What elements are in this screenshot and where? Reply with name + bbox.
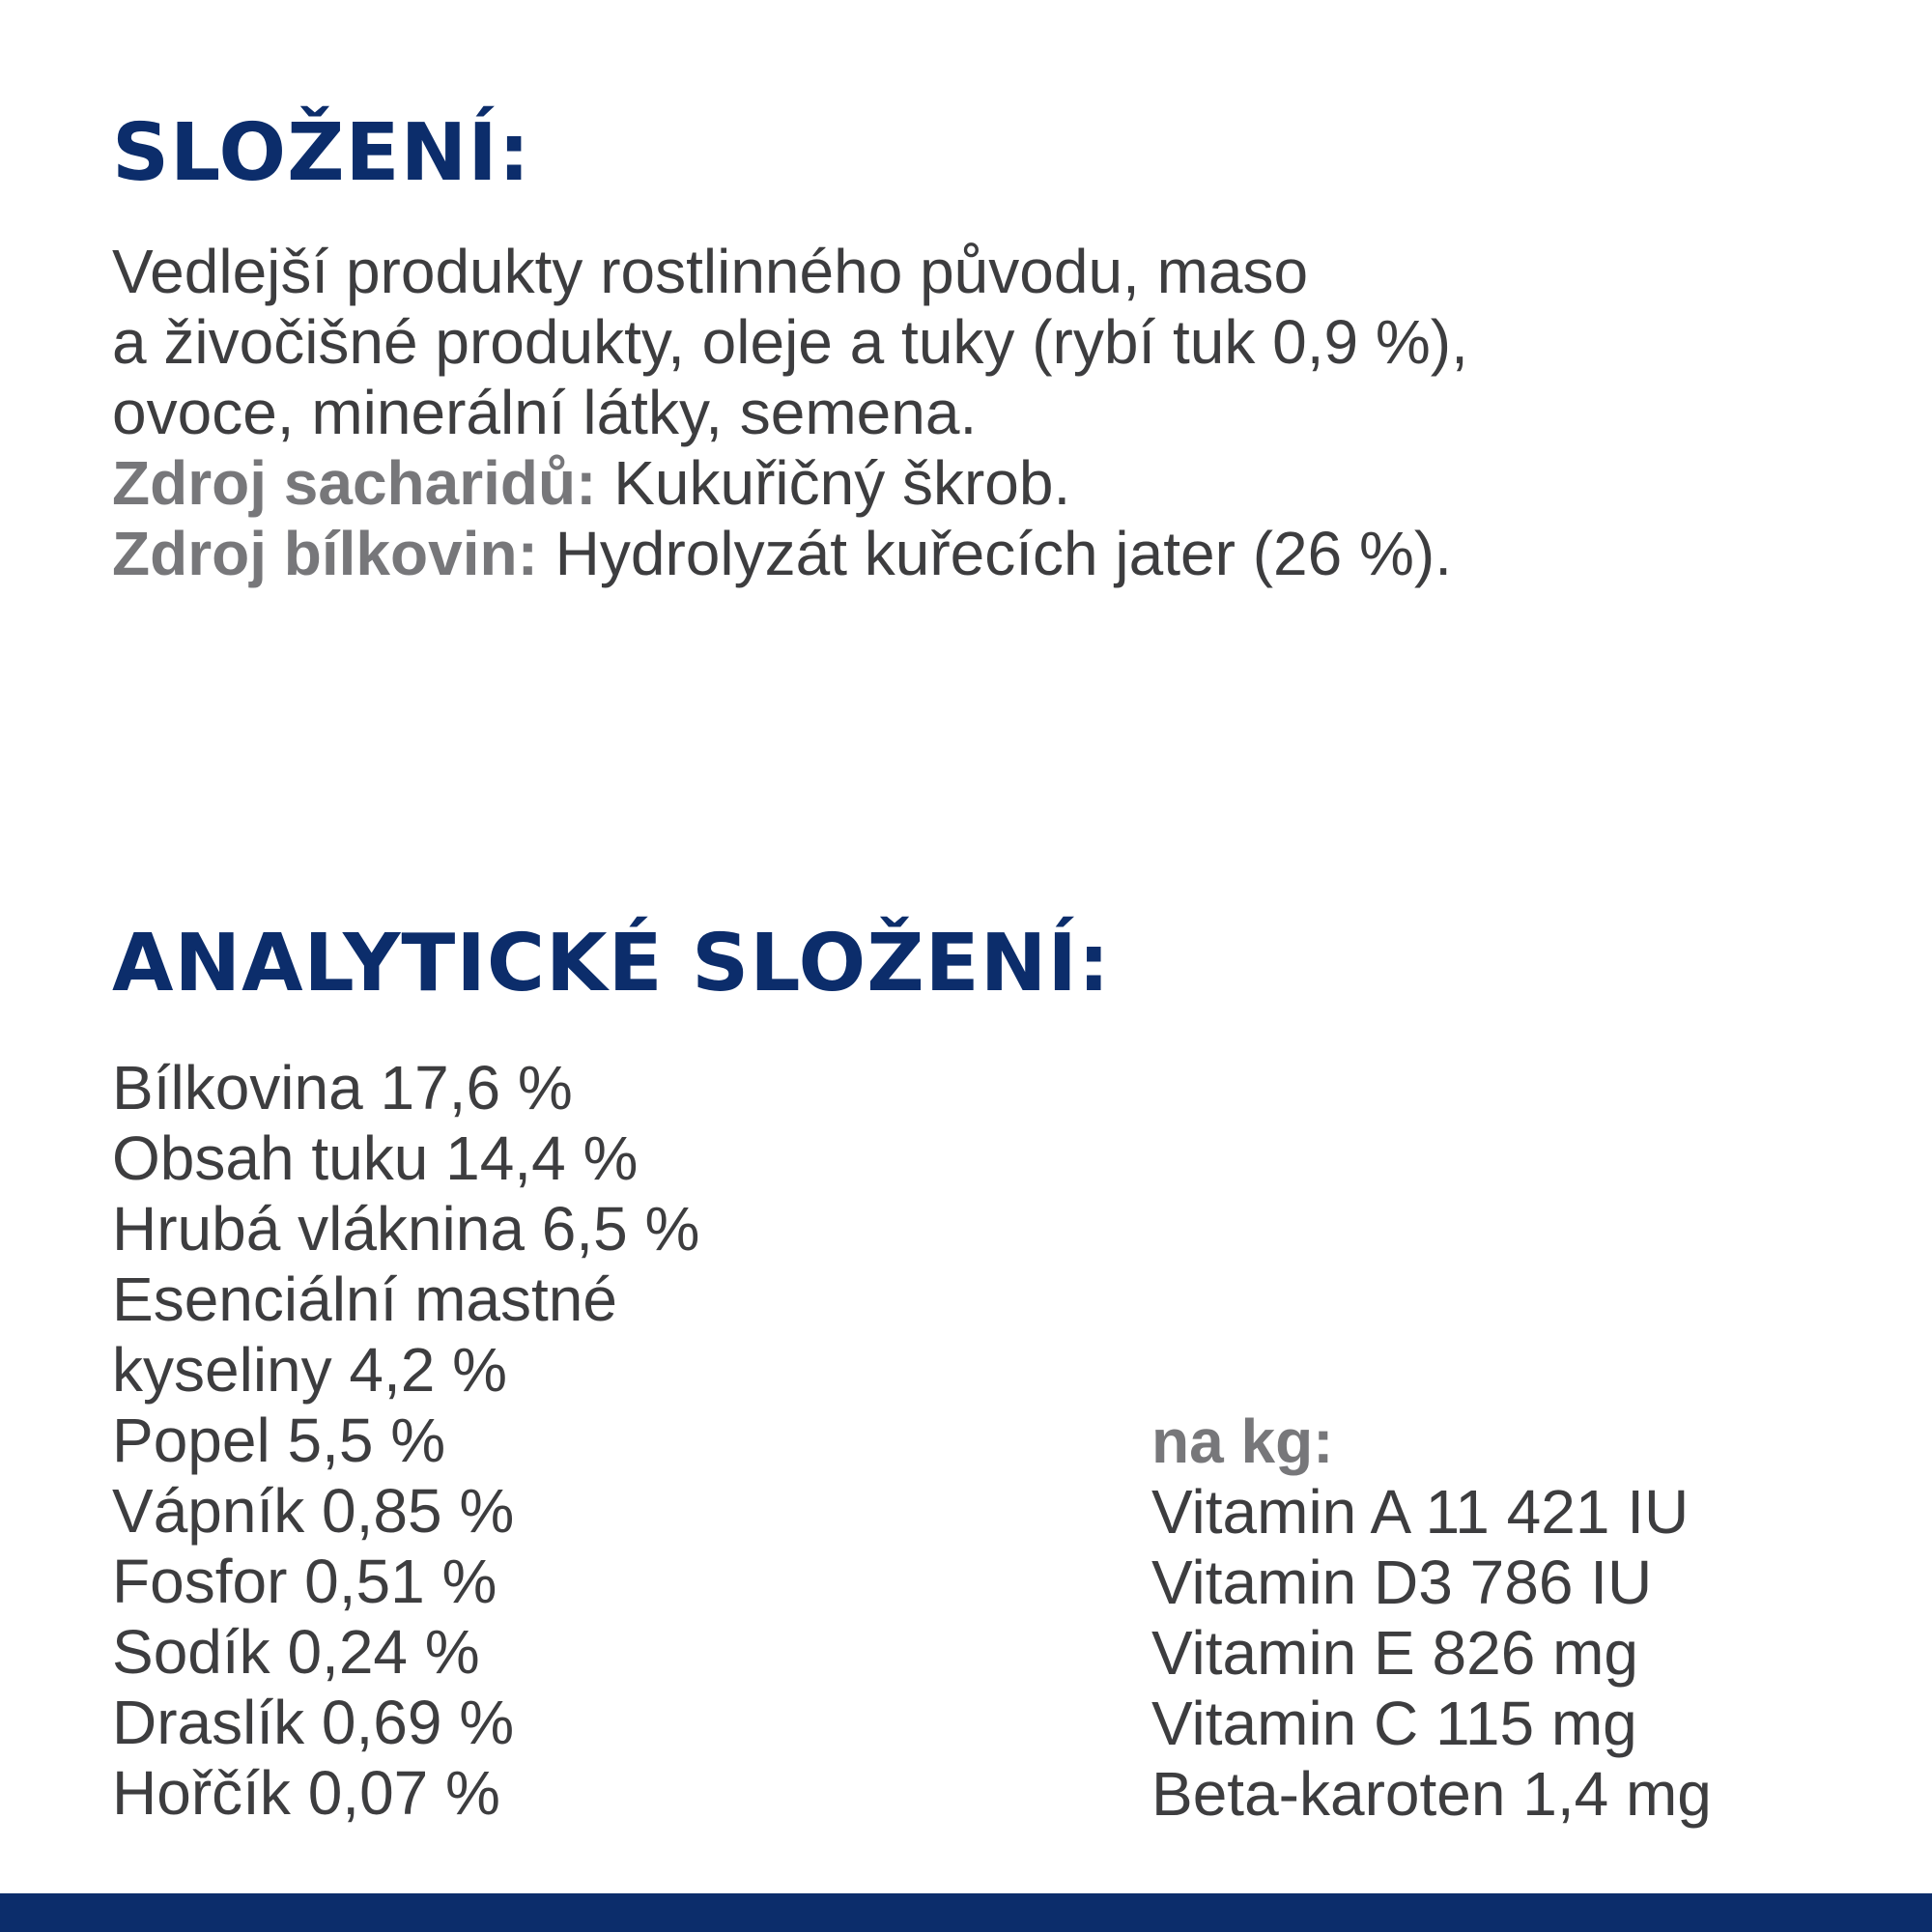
composition-heading: SLOŽENÍ: [112, 107, 531, 199]
analysis-item: Bílkovina 17,6 % [112, 1053, 573, 1122]
analysis-item: Sodík 0,24 % [112, 1617, 480, 1687]
footer-bar [0, 1893, 1932, 1932]
ingredients-line: ovoce, minerální látky, semena. [112, 378, 978, 447]
per-kg-label: na kg: [1151, 1406, 1334, 1476]
ingredients-line: a živočišné produkty, oleje a tuky (rybí tuk 0,9 %), [112, 307, 1468, 377]
analytical-composition-heading: ANALYTICKÉ SLOŽENÍ: [112, 918, 1111, 1009]
protein-source-value: Hydrolyzát kuřecích jater (26 %). [537, 519, 1452, 588]
analysis-item: Vápník 0,85 % [112, 1476, 515, 1546]
carbohydrate-source-value: Kukuřičný škrob. [596, 448, 1071, 518]
vitamin-item: Vitamin D3 786 IU [1151, 1548, 1653, 1617]
analysis-item: kyseliny 4,2 % [112, 1335, 508, 1405]
ingredients-line: Vedlejší produkty rostlinného původu, maso [112, 237, 1309, 306]
vitamin-item: Vitamin A 11 421 IU [1151, 1477, 1690, 1547]
analysis-item: Obsah tuku 14,4 % [112, 1123, 639, 1193]
analysis-item: Popel 5,5 % [112, 1406, 446, 1475]
protein-source-label: Zdroj bílkovin: [112, 519, 538, 588]
carbohydrate-source [112, 448, 1851, 519]
analysis-item: Hořčík 0,07 % [112, 1758, 500, 1828]
carbohydrate-source-label: Zdroj sacharidů: [112, 448, 597, 518]
analysis-item: Draslík 0,69 % [112, 1688, 515, 1757]
analysis-item: Hrubá vláknina 6,5 % [112, 1194, 700, 1264]
per-kg-list [1151, 1406, 1712, 1830]
vitamin-item: Beta-karoten 1,4 mg [1151, 1759, 1712, 1829]
analysis-item: Fosfor 0,51 % [112, 1547, 497, 1616]
vitamin-item: Vitamin E 826 mg [1151, 1618, 1638, 1688]
analysis-item: Esenciální mastné [112, 1264, 617, 1334]
vitamin-item: Vitamin C 115 mg [1151, 1689, 1637, 1758]
ingredients-text [112, 237, 1851, 589]
protein-source [112, 519, 1851, 589]
